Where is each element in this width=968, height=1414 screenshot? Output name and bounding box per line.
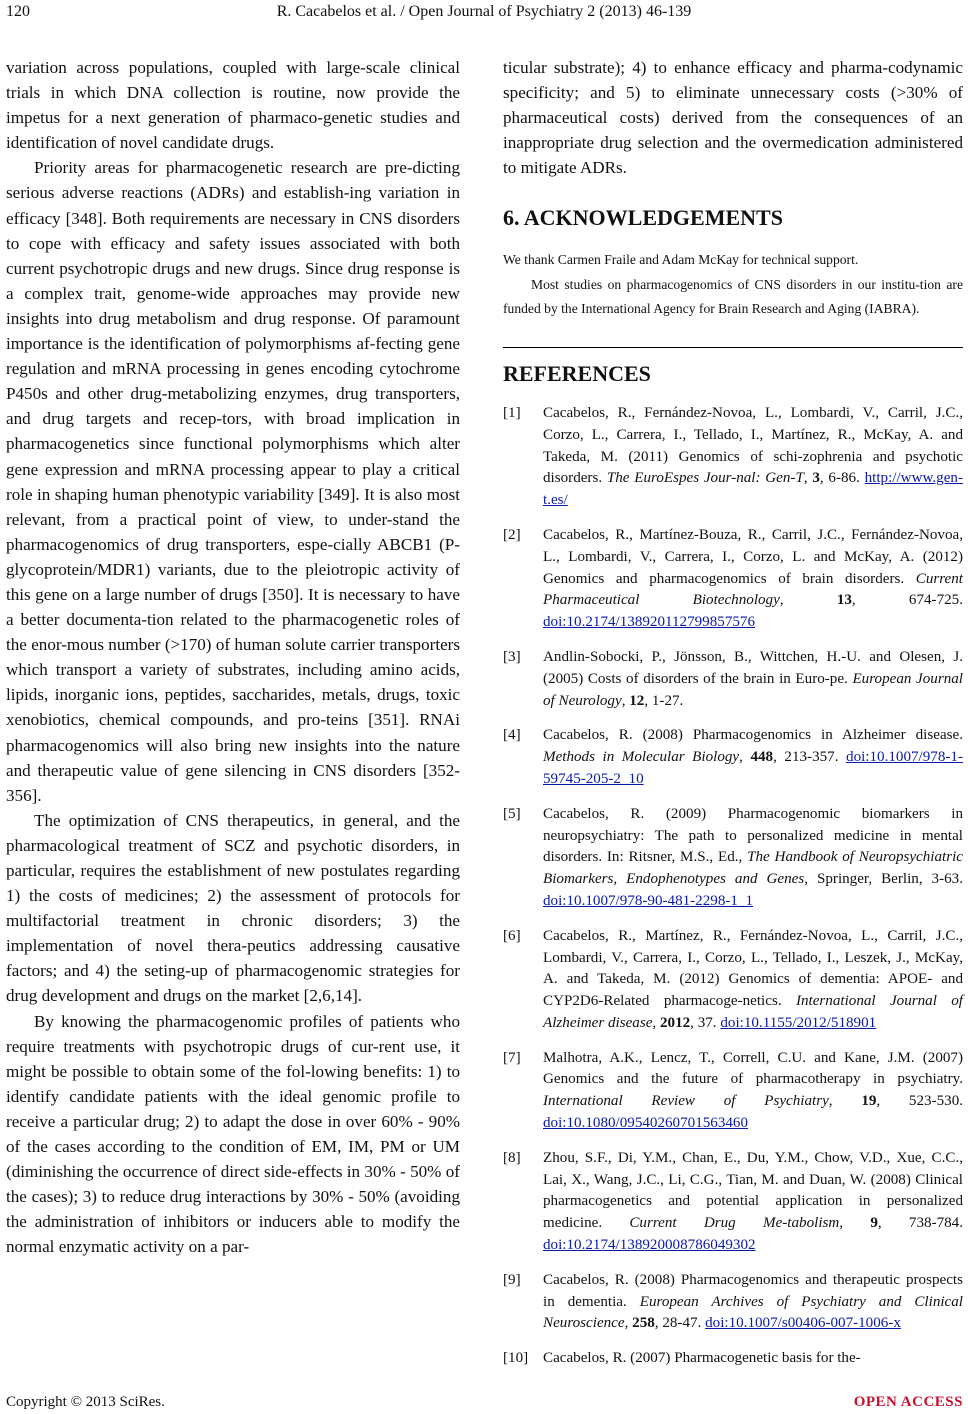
reference-text: Cacabelos, R., Fernández-Novoa, L., Lombardi, V., Carril, J.C., Corzo, L., Carrera, I., Tellado, I., Martínez, R., McKay, A. and Takeda, M. (2011) Genomics of schi-zophrenia and psychotic disorders. The EuroEspes Jour-nal: Gen-T, 3, 6-86. http://www.gen-t.es/ (543, 404, 963, 509)
reference-number: [7] (503, 1049, 521, 1066)
reference-pages: , 674-725. (851, 592, 963, 609)
reference-volume: 13 (836, 592, 852, 609)
reference-authors-title: Cacabelos, R., Martínez-Bouza, R., Carril, J.C., Fernández-Novoa, L., Lombardi, V., Carrera, I., Corzo, L. and McKay, A. (2012) Genomics and pharmacogenomics of brain disorders. (543, 526, 963, 587)
reference-text: Cacabelos, R., Martínez-Bouza, R., Carril, J.C., Fernández-Novoa, L., Lombardi, V., Carrera, I., Corzo, L. and McKay, A. (2012) Genomics and pharmacogenomics of brain disorders. Current Pharmaceutical Biotechnology, 13, 674-725. doi:10.2174/138920112799857576 (543, 526, 963, 631)
body-paragraph: The optimization of CNS therapeutics, in general, and the pharmacological treatment of SCZ and psychotic disorders, in particular, requires the establishment of new postulates regarding 1) the costs of medicines; 2) the assessment of protocols for multifactorial treatment in chronic disorders; 3) the implementation of novel thera-peutics addressing causative factors; and 4) the seting-up of pharmacogenomic strategies for drug development and drugs on the market [2,6,14]. (6, 810, 460, 1006)
reference-volume: 2012 (659, 1014, 691, 1031)
body-paragraph: Priority areas for pharmacogenetic research are pre-dicting serious adverse reactions (ADRs) and establish-ing variation in efficacy [348]. Both requirements are necessary in CNS disorders to cope with efficacy and safety issues associated with both current psychotropic drugs and new drugs. Since drug response is a complex trait, genome-wide approaches may provide new insights into drug metabolism and drug response. Of paramount importance is the identification of polymorphisms af-fecting gene regulation and mRNA processing in genes encoding cytochrome P450s and other drug-metabolizing enzymes, drug transporters, and drug targets and recep-tors, with broad implication in pharmacogenetics since functional polymorphisms which alter gene expression and mRNA processing appear to play a critical role in shaping human phenotypic variability [349]. It is also most relevant, from a practical point of view, to under-stand the pharmacogenomics of drug transporters, espe-cially ABCB1 (P-glycoprotein/MDR1) variants, due to the pleiotropic activity of this gene on a large number of drugs [350]. It is necessary to have a better documenta-tion related to the pharmacogenetic roles of the enor-mous number (>170) of human solute carrier transporters which transport a variety of substrates, including amino acids, lipids, inorganic ions, peptides, saccharides, metals, drugs, toxic xenobiotics, chemical compounds, and pro-teins [351]. RNAi pharmacogenomics will also bring new insights into the nature and therapeutic value of gene silencing in CNS disorders [352-356]. (6, 158, 460, 805)
reference-journal: Methods in Molecular Biology (543, 749, 740, 766)
reference-journal: The Handbook of Neuropsychiatric Biomarkers, Endophenotypes and Genes (543, 849, 964, 888)
reference-pages: , 28-47. (654, 1315, 702, 1332)
left-column (6, 55, 460, 1260)
reference-authors-title: Cacabelos, R. (2008) Pharmacogenomics in Alzheimer disease. (543, 727, 963, 744)
open-access-label: OPEN ACCESS (853, 1394, 963, 1410)
reference-authors-title: Cacabelos, R. (2009) Pharmacogenomic biomarkers in neuropsychiatry: The path to personalized medicine in mental disorders. In: Ritsner, M.S., Ed., (543, 805, 963, 866)
reference-doi-link[interactable]: doi:10.1080/09540260701563460 (543, 1115, 749, 1132)
reference-item (503, 926, 963, 1035)
reference-item (503, 804, 963, 913)
reference-doi-link[interactable]: doi:10.1155/2012/518901 (720, 1014, 877, 1031)
reference-journal: European Journal of Neurology (543, 670, 963, 709)
reference-text: Cacabelos, R., Martínez, R., Fernández-Novoa, L., Carril, J.C., Lombardi, V., Carrera, I., Corzo, L., Tellado, I., Leszek, J., McKay, A. and Takeda, M. (2012) Genomics of dementia: APOE- and CYP2D6-Related pharmacoge-netics. International Journal of Alzheimer disease, 2012, 37. doi:10.1155/2012/518901 (543, 927, 963, 1031)
right-column (503, 55, 963, 1383)
reference-authors-title: Zhou, S.F., Di, Y.M., Chan, E., Du, Y.M., Chow, V.D., Xue, C.C., Lai, X., Wang, J.C., Li, C.G., Tian, M. and Duan, W. (2008) Clinical pharmacogenetics and potential application in personalized medicine. (543, 1149, 963, 1232)
reference-number: [5] (503, 805, 521, 822)
reference-authors-title: Cacabelos, R., Fernández-Novoa, L., Lombardi, V., Carril, J.C., Corzo, L., Carrera, I., Tellado, I., Martínez, R., McKay, A. and Takeda, M. (2011) Genomics of schi-zophrenia and psychotic disorders. (543, 404, 963, 487)
reference-item (503, 1048, 963, 1135)
body-paragraph: By knowing the pharmacogenomic profiles of patients who require treatments with psychotropic drugs of cur-rent use, it might be possible to obtain some of the fol-lowing benefits: 1) to identify candidate patients with the ideal genomic profile to receive a particular drug; 2) to adapt the dose in over 60% - 90% of the cases according to the condition of EM, IM, PM or UM (diminishing the occurrence of direct side-effects in 30% - 50% of the cases); 3) to reduce drug interactions by 30% - 50% (avoiding the administration of inhibitors or inducers able to modify the normal enzymatic activity on a par- (6, 1011, 460, 1257)
reference-pages: , 37. (690, 1014, 717, 1031)
reference-text: Zhou, S.F., Di, Y.M., Chan, E., Du, Y.M., Chow, V.D., Xue, C.C., Lai, X., Wang, J.C., Li, C.G., Tian, M. and Duan, W. (2008) Clinical pharmacogenetics and potential application in personalized medicine. Current Drug Me-tabolism, 9, 738-784. doi:10.2174/138920008786049302 (543, 1149, 964, 1254)
reference-authors-title: Cacabelos, R. (2008) Pharmacogenomics and therapeutic prospects in dementia. (543, 1271, 963, 1310)
reference-number: [8] (503, 1149, 521, 1166)
reference-authors-title: Cacabelos, R. (2007) Pharmacogenetic basis for the- (543, 1350, 861, 1367)
reference-journal: European Archives of Psychiatry and Clinical Neuroscience (543, 1293, 964, 1332)
reference-pages: , 1-27. (644, 692, 684, 709)
reference-journal: The EuroEspes Jour-nal: Gen-T (606, 470, 804, 487)
reference-text: Cacabelos, R. (2008) Pharmacogenomics in Alzheimer disease. Methods in Molecular Biology, 448, 213-357. doi:10.1007/978-1-59745-205-2_10 (543, 727, 963, 787)
page-header (0, 0, 968, 36)
acknowledgements-heading: 6. ACKNOWLEDGEMENTS (503, 205, 783, 231)
reference-pages: , 6-86. (819, 470, 860, 487)
reference-journal: Current Drug Me-tabolism (629, 1215, 840, 1232)
body-paragraph-continued: ticular substrate); 4) to enhance efficacy and pharma-codynamic specificity; and 5) to eliminate unnecessary costs (>30% of pharmaceutical costs) derived from the consequences of an inappropriate drug selection and the overmedication administered to mitigate ADRs. (503, 58, 963, 178)
reference-authors-title: Malhotra, A.K., Lencz, T., Correll, C.U. and Kane, J.M. (2007) Genomics and the future of pharmacotherapy in psychiatry. (543, 1049, 963, 1088)
reference-journal: International Review of Psychiatry (543, 1093, 829, 1110)
reference-volume: 12 (629, 692, 645, 709)
reference-item (503, 725, 963, 790)
reference-text: Malhotra, A.K., Lencz, T., Correll, C.U. and Kane, J.M. (2007) Genomics and the future of pharmacotherapy in psychiatry. International Review of Psychiatry, 19, 523-530. doi:10.1080/09540260701563460 (543, 1049, 964, 1132)
reference-volume: 9 (870, 1215, 878, 1232)
reference-number: [10] (503, 1350, 529, 1367)
copyright-notice: Copyright © 2013 SciRes. (6, 1394, 165, 1410)
acknowledgement-text: We thank Carmen Fraile and Adam McKay for technical support. (503, 252, 859, 268)
reference-doi-link[interactable]: doi:10.2174/138920008786049302 (543, 1237, 756, 1254)
reference-authors-title: Andlin-Sobocki, P., Jönsson, B., Wittchen, H.-U. and Olesen, J. (2005) Costs of disorders of the brain in Euro-pe. (543, 648, 963, 687)
reference-journal: Current Pharmaceutical Biotechnology (543, 570, 963, 609)
reference-item (503, 1148, 963, 1257)
reference-text: Andlin-Sobocki, P., Jönsson, B., Wittchen, H.-U. and Olesen, J. (2005) Costs of disorders of the brain in Euro-pe. European Journal of Neurology, 12, 1-27. (543, 648, 963, 709)
reference-volume: 258 (632, 1315, 655, 1332)
reference-item (503, 1270, 963, 1335)
reference-text (543, 1348, 963, 1370)
references-heading: REFERENCES (503, 360, 651, 386)
acknowledgement-text: Most studies on pharmacogenomics of CNS disorders in our institu-tion are funded by the International Agency for Brain Research and Aging (IABRA). (503, 276, 963, 317)
section-divider (503, 347, 963, 348)
reference-text: Cacabelos, R. (2008) Pharmacogenomics and therapeutic prospects in dementia. European Archives of Psychiatry and Clinical Neuroscience, 258, 28-47. doi:10.1007/s00406-007-1006-x (543, 1271, 964, 1332)
reference-pages: , 738-784. (877, 1215, 964, 1232)
page-number: 120 (6, 3, 30, 20)
reference-item (503, 403, 963, 512)
reference-volume: 19 (861, 1093, 877, 1110)
reference-number: [4] (503, 727, 521, 744)
reference-pages: , Springer, Berlin, 3-63. (804, 871, 963, 888)
reference-pages: , 213-357. (773, 749, 839, 766)
running-head: R. Cacabelos et al. / Open Journal of Psychiatry 2 (2013) 46-139 (276, 3, 692, 20)
body-paragraph: variation across populations, coupled with large-scale clinical trials in which DNA collection is routine, now provide the impetus for a next generation of pharmaco-genetic studies and identification of novel candidate drugs. (6, 58, 460, 153)
reference-authors-title: Cacabelos, R., Martínez, R., Fernández-Novoa, L., Carril, J.C., Lombardi, V., Carrera, I., Corzo, L., Tellado, I., Leszek, J., McKay, A. and Takeda, M. (2012) Genomics of dementia: APOE- and CYP2D6-Related pharmacoge-netics. (543, 927, 963, 1010)
reference-doi-link[interactable]: http://www.gen-t.es/ (543, 470, 963, 509)
reference-item (503, 525, 963, 634)
reference-doi-link[interactable]: doi:10.2174/138920112799857576 (543, 614, 756, 631)
reference-list (503, 403, 963, 1370)
reference-doi-link[interactable]: doi:10.1007/s00406-007-1006-x (705, 1315, 901, 1332)
reference-number: [9] (503, 1271, 521, 1288)
reference-number: [6] (503, 927, 521, 944)
reference-volume: 3 (812, 470, 820, 487)
reference-volume: 448 (750, 749, 774, 766)
reference-number: [3] (503, 648, 521, 665)
reference-doi-link[interactable]: doi:10.1007/978-1-59745-205-2_10 (543, 749, 963, 787)
reference-doi-link[interactable]: doi:10.1007/978-90-481-2298-1_1 (543, 892, 754, 909)
reference-journal: International Journal of Alzheimer disease (543, 993, 963, 1031)
reference-item (503, 1348, 963, 1370)
reference-text (543, 804, 963, 913)
reference-number: [2] (503, 526, 521, 543)
reference-number: [1] (503, 404, 521, 421)
reference-pages: , 523-530. (876, 1093, 964, 1110)
reference-item (503, 647, 963, 712)
